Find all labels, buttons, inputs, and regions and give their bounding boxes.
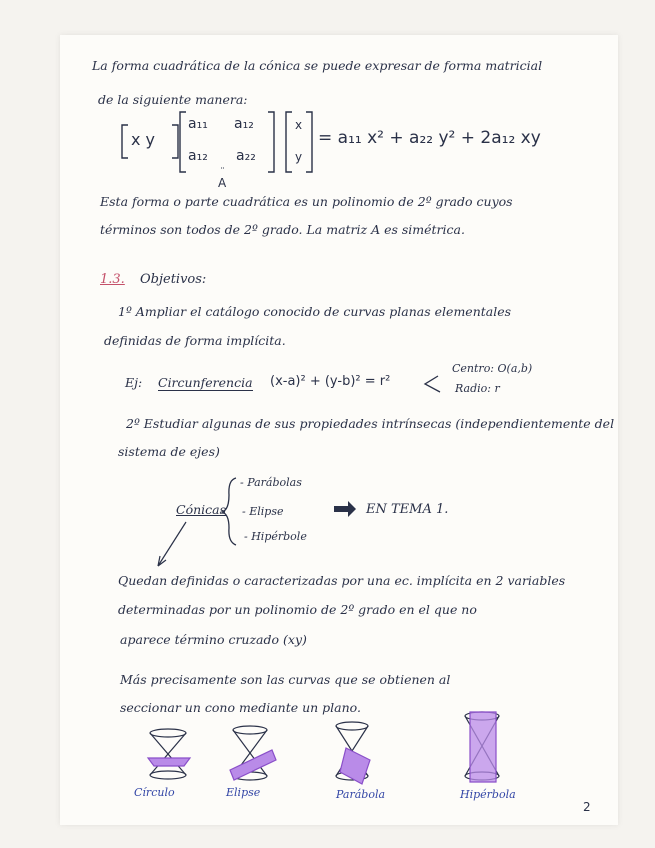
cone-hyperbola-icon — [465, 712, 499, 782]
page-number: 2 — [583, 800, 591, 814]
circle-radius: Radio: r — [455, 382, 500, 395]
conica-item-parabola: - Parábolas — [240, 476, 302, 489]
cone-circle-icon — [148, 729, 190, 779]
conica-item-elipse: - Elipse — [242, 505, 284, 518]
row-vector: x y — [131, 130, 156, 149]
matrix-a22: a₂₂ — [236, 148, 256, 164]
cone-label-hiperbola: Hipérbola — [460, 788, 516, 801]
intro-line-1: La forma cuadrática de la cónica se puede expresar de forma matricial — [92, 58, 543, 73]
section-number: 1.3. — [100, 272, 125, 287]
example-label: Ej: — [125, 375, 143, 390]
example-name: Circunferencia — [158, 375, 253, 390]
circle-center: Centro: O(a,b) — [452, 362, 533, 375]
matrix-label-dots: ¨ — [220, 167, 225, 178]
conicas-label: Cónicas — [176, 502, 227, 517]
para2-line-3: aparece término cruzado (xy) — [120, 632, 307, 647]
cone-label-parabola: Parábola — [336, 788, 386, 801]
intro-line-2: de la siguiente manera: — [98, 92, 248, 107]
matrix-a11: a₁₁ — [188, 116, 208, 132]
cone-ellipse-icon — [230, 726, 276, 780]
para3-line-1: Más precisamente son las curvas que se obtienen al — [120, 672, 451, 687]
para1-line-2: términos son todos de 2º grado. La matriz A es simétrica. — [100, 222, 465, 237]
quadratic-expansion: = a₁₁ x² + a₂₂ y² + 2a₁₂ xy — [318, 128, 541, 148]
objective2-line-2: sistema de ejes) — [118, 444, 220, 459]
conica-item-hiperbole: - Hipérbole — [244, 530, 307, 543]
conicas-arrow-text: EN TEMA 1. — [366, 502, 449, 517]
col-y: y — [295, 150, 303, 164]
objective2-line-1: 2º Estudiar algunas de sus propiedades intrínsecas (independientemente del — [126, 416, 615, 431]
cone-label-circulo: Círculo — [134, 786, 175, 799]
para2-line-2: determinadas por un polinomio de 2º grado en el que no — [118, 602, 477, 617]
cone-label-elipse: Elipse — [226, 786, 261, 799]
para2-line-1: Quedan definidas o caracterizadas por una ec. implícita en 2 variables — [118, 573, 566, 588]
matrix-a21: a₁₂ — [188, 148, 208, 164]
objective1-line-2: definidas de forma implícita. — [104, 333, 286, 348]
col-x: x — [295, 118, 303, 132]
matrix-label-A: A — [218, 176, 227, 190]
section-title: Objetivos: — [140, 272, 207, 287]
objective1-line-1: 1º Ampliar el catálogo conocido de curvas planas elementales — [118, 304, 512, 319]
circle-equation: (x-a)² + (y-b)² = r² — [270, 374, 391, 389]
para3-line-2: seccionar un cono mediante un plano. — [120, 700, 361, 715]
para1-line-1: Esta forma o parte cuadrática es un polinomio de 2º grado cuyos — [100, 194, 513, 209]
matrix-a12: a₁₂ — [234, 116, 254, 132]
cone-parabola-icon — [336, 722, 370, 784]
